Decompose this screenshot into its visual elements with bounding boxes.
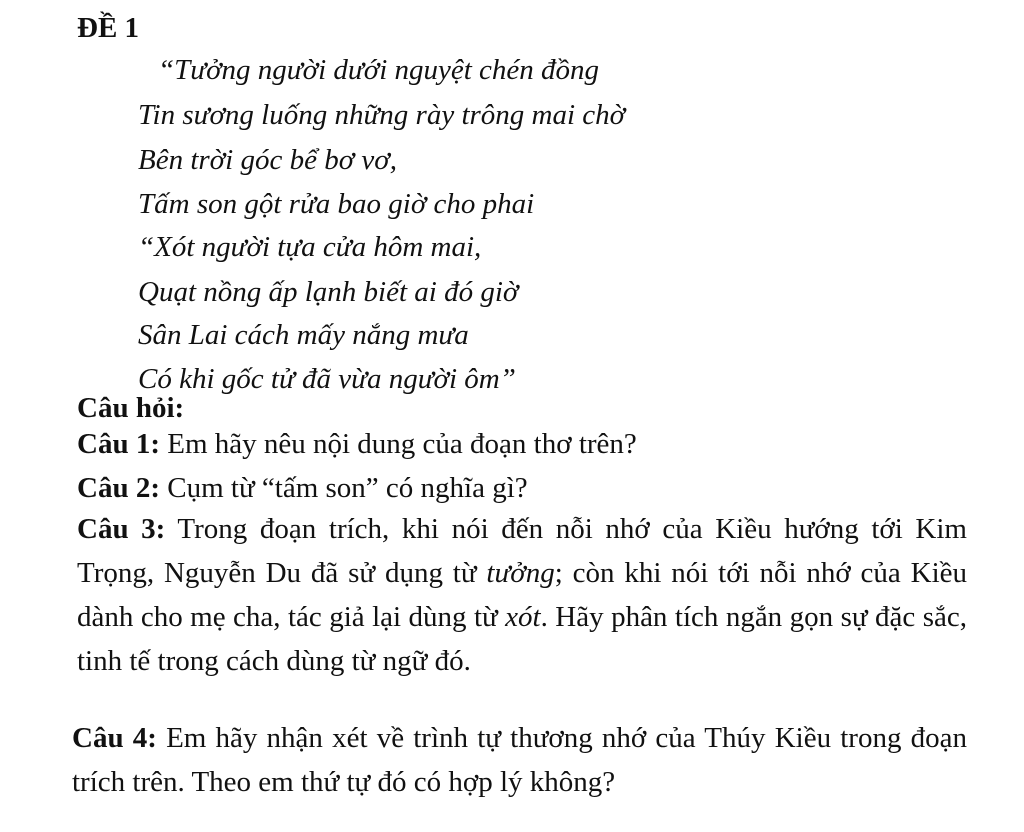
question-label: Câu 3: — [77, 513, 166, 545]
question-1 — [77, 422, 977, 466]
poem-line: Có khi gốc tử đã vừa người ôm” — [138, 363, 516, 395]
emphasized-word: xót — [505, 601, 541, 633]
question-text: ; còn khi nói tới nỗi nhớ của Kiều dành cho mẹ cha, tác giả lại dùng từ — [77, 557, 967, 633]
poem-line: “Xót người tựa cửa hôm mai, — [138, 231, 482, 263]
poem-line: Quạt nồng ấp lạnh biết ai đó giờ — [138, 276, 519, 308]
poem-line: Bên trời góc bể bơ vơ, — [138, 144, 398, 176]
question-text: . Hãy phân tích ngắn gọn sự đặc sắc, tinh tế trong cách dùng từ ngữ đó. — [77, 601, 967, 677]
poem-line: Tấm son gột rửa bao giờ cho phai — [138, 188, 535, 220]
question-text: Trong đoạn trích, khi nói đến nỗi nhớ của Kiều hướng tới Kim Trọng, Nguyễn Du đã sử dụng từ — [77, 513, 967, 589]
question-text: Em hãy nhận xét về trình tự thương nhớ của Thúy Kiều trong đoạn trích trên. Theo em thứ tự đó có hợp lý không? — [72, 722, 967, 798]
poem-line: Tin sương luống những rày trông mai chờ — [138, 99, 626, 131]
question-label: Câu 2: — [77, 472, 160, 504]
question-3 — [77, 507, 967, 683]
emphasized-word: tưởng — [486, 557, 555, 589]
poem-line: Sân Lai cách mấy nắng mưa — [138, 319, 469, 351]
poem-line: “Tưởng người dưới nguyệt chén đồng — [158, 54, 600, 86]
question-4 — [72, 716, 967, 804]
question-2 — [77, 466, 977, 510]
question-label: Câu 1: — [77, 428, 160, 460]
questions-title: Câu hỏi: — [77, 392, 185, 424]
question-text: Cụm từ “tấm son” có nghĩa gì? — [159, 472, 528, 504]
question-text: Em hãy nêu nội dung của đoạn thơ trên? — [159, 428, 637, 460]
exam-heading: ĐỀ 1 — [77, 12, 140, 44]
question-label: Câu 4: — [72, 722, 157, 754]
